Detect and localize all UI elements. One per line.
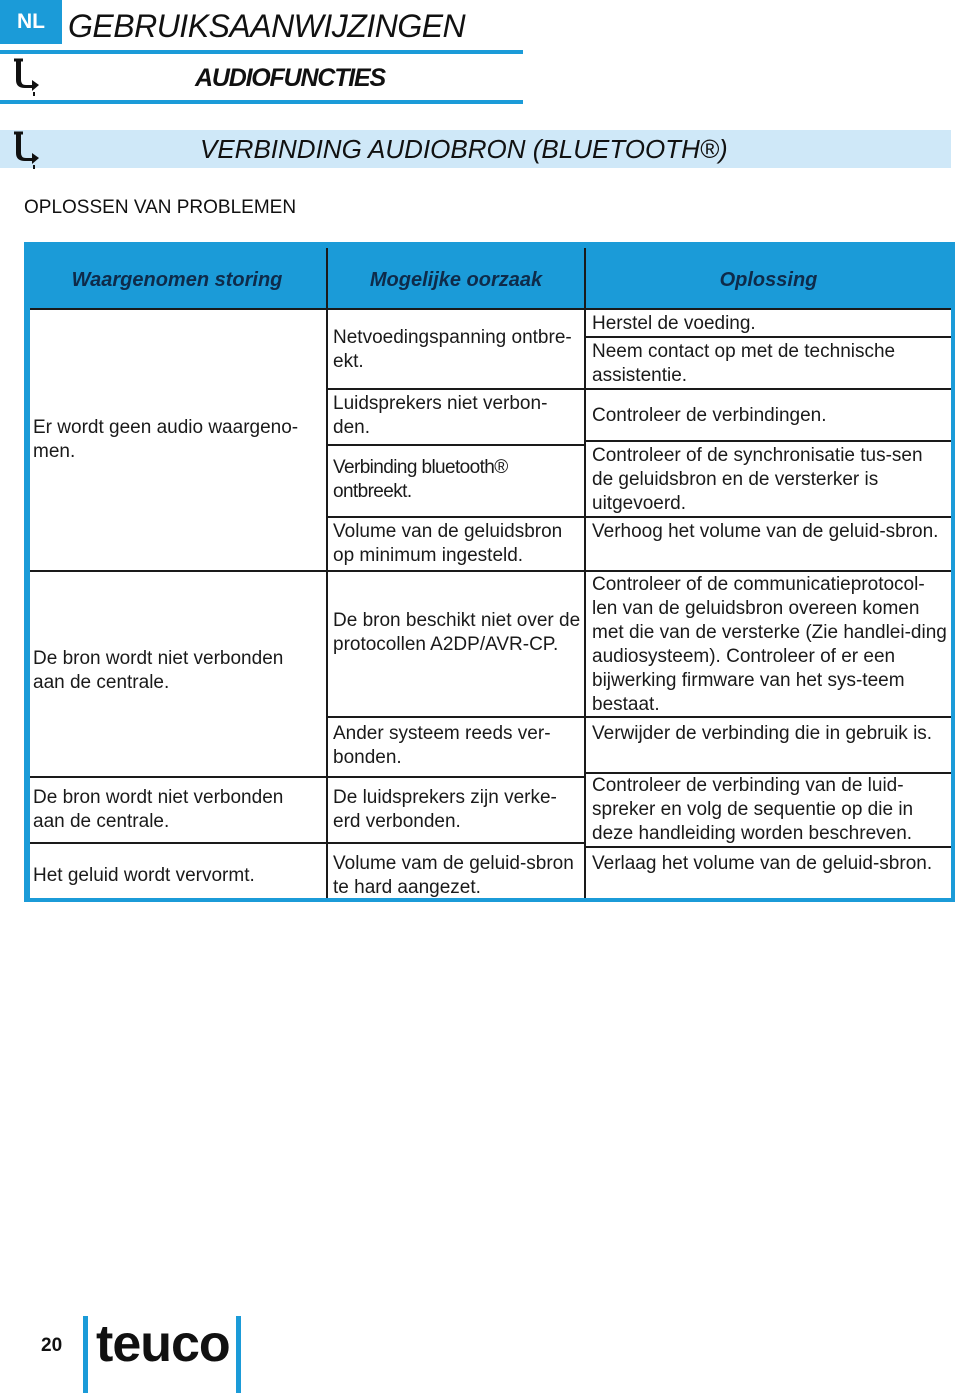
cell-oorzaak: Netvoedingspanning ontbre-ekt. xyxy=(333,327,572,372)
column-header-oorzaak: Mogelijke oorzaak xyxy=(369,269,543,291)
brand-bar-left xyxy=(83,1316,88,1393)
troubleshooting-table xyxy=(24,242,955,902)
row-divider xyxy=(328,308,584,310)
row-divider xyxy=(586,570,951,572)
cell-oplossing: Verwijder de verbinding die in gebruik is. xyxy=(592,723,933,744)
title-divider xyxy=(0,50,523,54)
row-divider xyxy=(586,308,951,310)
row-divider xyxy=(30,308,326,310)
cell-oorzaak: Luidsprekers niet verbon-den. xyxy=(333,393,548,438)
row-divider xyxy=(328,842,584,844)
row-divider xyxy=(586,440,951,442)
section-title: AUDIOFUNCTIES xyxy=(195,64,385,92)
row-divider xyxy=(328,388,584,390)
cell-oplossing: Verlaag het volume van de geluid-sbron. xyxy=(592,853,933,874)
cell-oplossing: Controleer de verbinding van de luid-spreker en volg de sequentie op die in deze handleiding worden beschreven. xyxy=(592,775,914,844)
column-header-storing: Waargenomen storing xyxy=(71,269,283,291)
section-heading: OPLOSSEN VAN PROBLEMEN xyxy=(24,197,297,218)
cell-storing: Het geluid wordt vervormt. xyxy=(33,865,255,886)
row-divider xyxy=(328,444,584,446)
cell-oplossing: Neem contact op met de technische assistentie. xyxy=(592,341,896,386)
column-divider xyxy=(326,248,328,898)
page-title: GEBRUIKSAANWIJZINGEN xyxy=(68,8,466,44)
cell-storing: De bron wordt niet verbonden aan de centrale. xyxy=(33,787,284,832)
cell-oorzaak: Volume vam de geluid-sbron te hard aangezet. xyxy=(333,853,574,898)
row-divider xyxy=(586,516,951,518)
column-divider xyxy=(584,248,586,898)
cell-oorzaak: Volume van de geluidsbron op minimum ingesteld. xyxy=(333,521,563,566)
brand-bar-right xyxy=(236,1316,241,1393)
cell-oplossing: Herstel de voeding. xyxy=(592,313,756,334)
cell-oorzaak: Verbinding bluetooth® ontbreekt. xyxy=(333,457,508,502)
row-divider xyxy=(328,716,584,718)
cell-oorzaak: De bron beschikt niet over de protocollen A2DP/AVR-CP. xyxy=(333,610,581,655)
row-divider xyxy=(30,776,326,778)
subsection-title: VERBINDING AUDIOBRON (BLUETOOTH®) xyxy=(200,134,728,164)
faucet-icon xyxy=(12,58,42,96)
row-divider xyxy=(586,846,951,848)
row-divider xyxy=(30,570,326,572)
row-divider xyxy=(328,776,584,778)
column-header-oplossing: Oplossing xyxy=(719,269,818,291)
cell-oplossing: Verhoog het volume van de geluid-sbron. xyxy=(592,521,939,542)
cell-oorzaak: Ander systeem reeds ver-bonden. xyxy=(333,723,551,768)
cell-oplossing: Controleer of de communicatieprotocol-len van de geluidsbron overeen komen met die van de versterke (Zie handlei-ding audiosysteem). Controleer of er een bijwerking firmware van het sys-teem bestaat. xyxy=(592,574,947,715)
page-number: 20 xyxy=(41,1335,63,1356)
brand-logo: teuco xyxy=(96,1315,230,1373)
cell-oplossing: Controleer of de synchronisatie tus-sen de geluidsbron en de versterker is uitgevoerd. xyxy=(592,445,923,514)
row-divider xyxy=(30,842,326,844)
language-badge: NL xyxy=(0,0,62,44)
cell-storing: Er wordt geen audio waargeno-men. xyxy=(33,417,299,462)
row-divider xyxy=(328,516,584,518)
cell-storing: De bron wordt niet verbonden aan de centrale. xyxy=(33,648,284,693)
cell-oorzaak: De luidsprekers zijn verke-erd verbonden. xyxy=(333,787,557,832)
section-divider xyxy=(0,100,523,104)
faucet-icon xyxy=(12,131,42,169)
row-divider xyxy=(328,570,584,572)
row-divider xyxy=(586,336,951,338)
cell-oplossing: Controleer de verbindingen. xyxy=(592,405,827,426)
row-divider xyxy=(586,388,951,390)
